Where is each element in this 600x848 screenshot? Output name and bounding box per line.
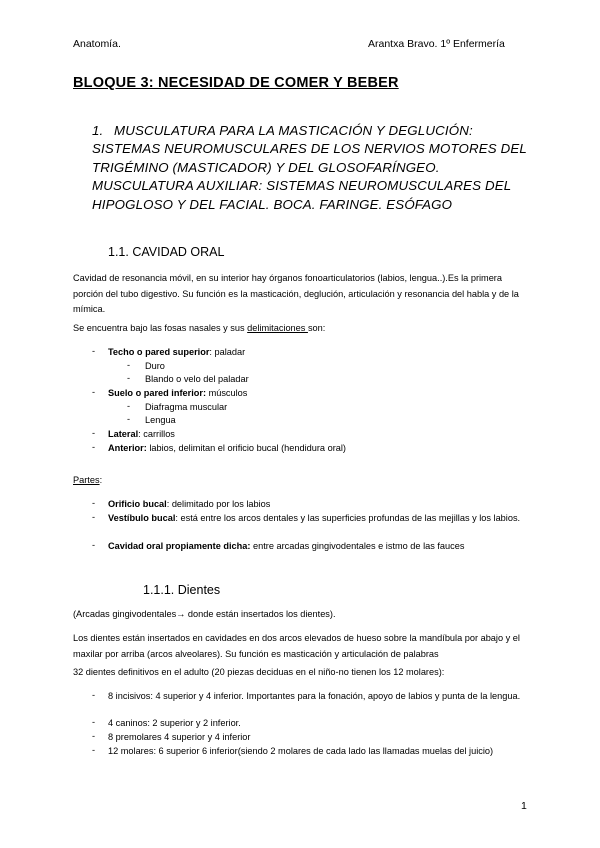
item-text: : paladar [209,347,246,357]
item-text: labios, delimitan el orificio bucal (hendidura oral) [146,443,346,453]
item-bold: Anterior: [108,443,147,453]
list-item: 12 molares: 6 superior 6 inferior(siendo 2 molares de cada lado las llamadas muelas del juicio) [108,746,494,756]
bullet-dash: - [92,717,96,727]
teeth-note: (Arcadas gingivodentales→ donde están insertados los dientes). [73,609,336,619]
list-item [108,346,245,360]
sub-list-item: Lengua [145,415,176,425]
sub-list-item: Duro [145,361,165,371]
bullet-dash: - [92,690,96,700]
sub-list-item: Blando o velo del paladar [145,374,249,384]
header-left: Anatomía. [73,38,121,50]
bullet-dash: - [92,540,96,550]
teeth-title: 1.1.1. Dientes [143,583,221,597]
sub-bullet-dash: - [127,401,131,411]
section-heading [92,122,532,214]
page-title: BLOQUE 3: NECESIDAD DE COMER Y BEBER [73,75,399,91]
list-item [108,428,175,442]
item-text: : carrillos [138,429,175,439]
teeth-count-paragraph: 32 dientes definitivos en el adulto (20 piezas deciduas en el niño-no tienen los 12 molares): [73,667,445,677]
item-bold: Techo o pared superior [108,347,210,357]
bullet-dash: - [92,442,96,452]
subsection-title: 1.1. CAVIDAD ORAL [108,245,225,259]
item-text: : está entre los arcos dentales y las superficies profundas de las mejillas y los labios. [175,513,521,523]
parts-label [73,473,533,489]
sub-bullet-dash: - [127,414,131,424]
intro-paragraph: Cavidad de resonancia móvil, en su interior hay órganos fonoarticulatorios (labios, lengua..).Es la primera porción del tubo digestivo. Su función es la masticación, deglución, articulación y resonancia del habla y de la mímica. [73,273,519,315]
bullet-dash: - [92,387,96,397]
list-item [108,498,533,512]
bullet-dash: - [92,745,96,755]
list-item [108,442,346,456]
bullet-dash: - [92,731,96,741]
item-bold: Vestíbulo bucal [108,513,176,523]
parts-label-colon: : [99,475,103,485]
item-text: entre arcadas gingivodentales e istmo de las fauces [250,541,465,551]
header-right: Arantxa Bravo. 1º Enfermería [368,38,505,50]
item-text: músculos [206,388,248,398]
sub-list-item: Diafragma muscular [145,402,228,412]
bullet-dash: - [92,428,96,438]
list-item [108,540,533,554]
item-text: : delimitado por los labios [166,499,271,509]
bullet-dash: - [92,498,96,508]
limits-intro-after: son: [307,323,326,333]
sub-bullet-dash: - [127,373,131,383]
list-item: 8 premolares 4 superior y 4 inferior [108,732,251,742]
bullet-dash: - [92,346,96,356]
list-item [108,387,247,401]
limits-intro-before: Se encuentra bajo las fosas nasales y sus [73,323,248,333]
list-item [108,512,533,526]
list-item: 4 caninos: 2 superior y 2 inferior. [108,718,241,728]
limits-intro-underlined: delimitaciones [247,323,308,333]
section-number: 1. [92,123,104,138]
page-number: 1 [521,800,527,812]
item-bold: Lateral [108,429,139,439]
item-bold: Suelo o pared inferior: [108,388,207,398]
bullet-dash: - [92,512,96,522]
item-bold: Cavidad oral propiamente dicha: [108,541,251,551]
item-bold: Orificio bucal [108,499,167,509]
section-text: MUSCULATURA PARA LA MASTICACIÓN Y DEGLUCIÓN: SISTEMAS NEUROMUSCULARES DE LOS NERVIOS MOTORES DEL TRIGÉMINO (MASTICADOR) Y DEL GLOSOFARÍNGEO. MUSCULATURA AUXILIAR: SISTEMAS NEUROMUSCULARES DEL HIPOGLOSO Y DEL FACIAL. BOCA. FARINGE. ESÓFAGO [92,123,527,212]
teeth-paragraph: Los dientes están insertados en cavidades en dos arcos elevados de hueso sobre la mandíbula por abajo y el maxilar por arriba (arcos alveolares). Su función es masticación y articulación de palabras [73,633,520,659]
sub-bullet-dash: - [127,360,131,370]
list-item: 8 incisivos: 4 superior y 4 inferior. Importantes para la fonación, apoyo de labios y punta de la lengua. [108,691,521,701]
limits-intro [73,321,533,337]
parts-label-text: Partes [73,475,100,485]
